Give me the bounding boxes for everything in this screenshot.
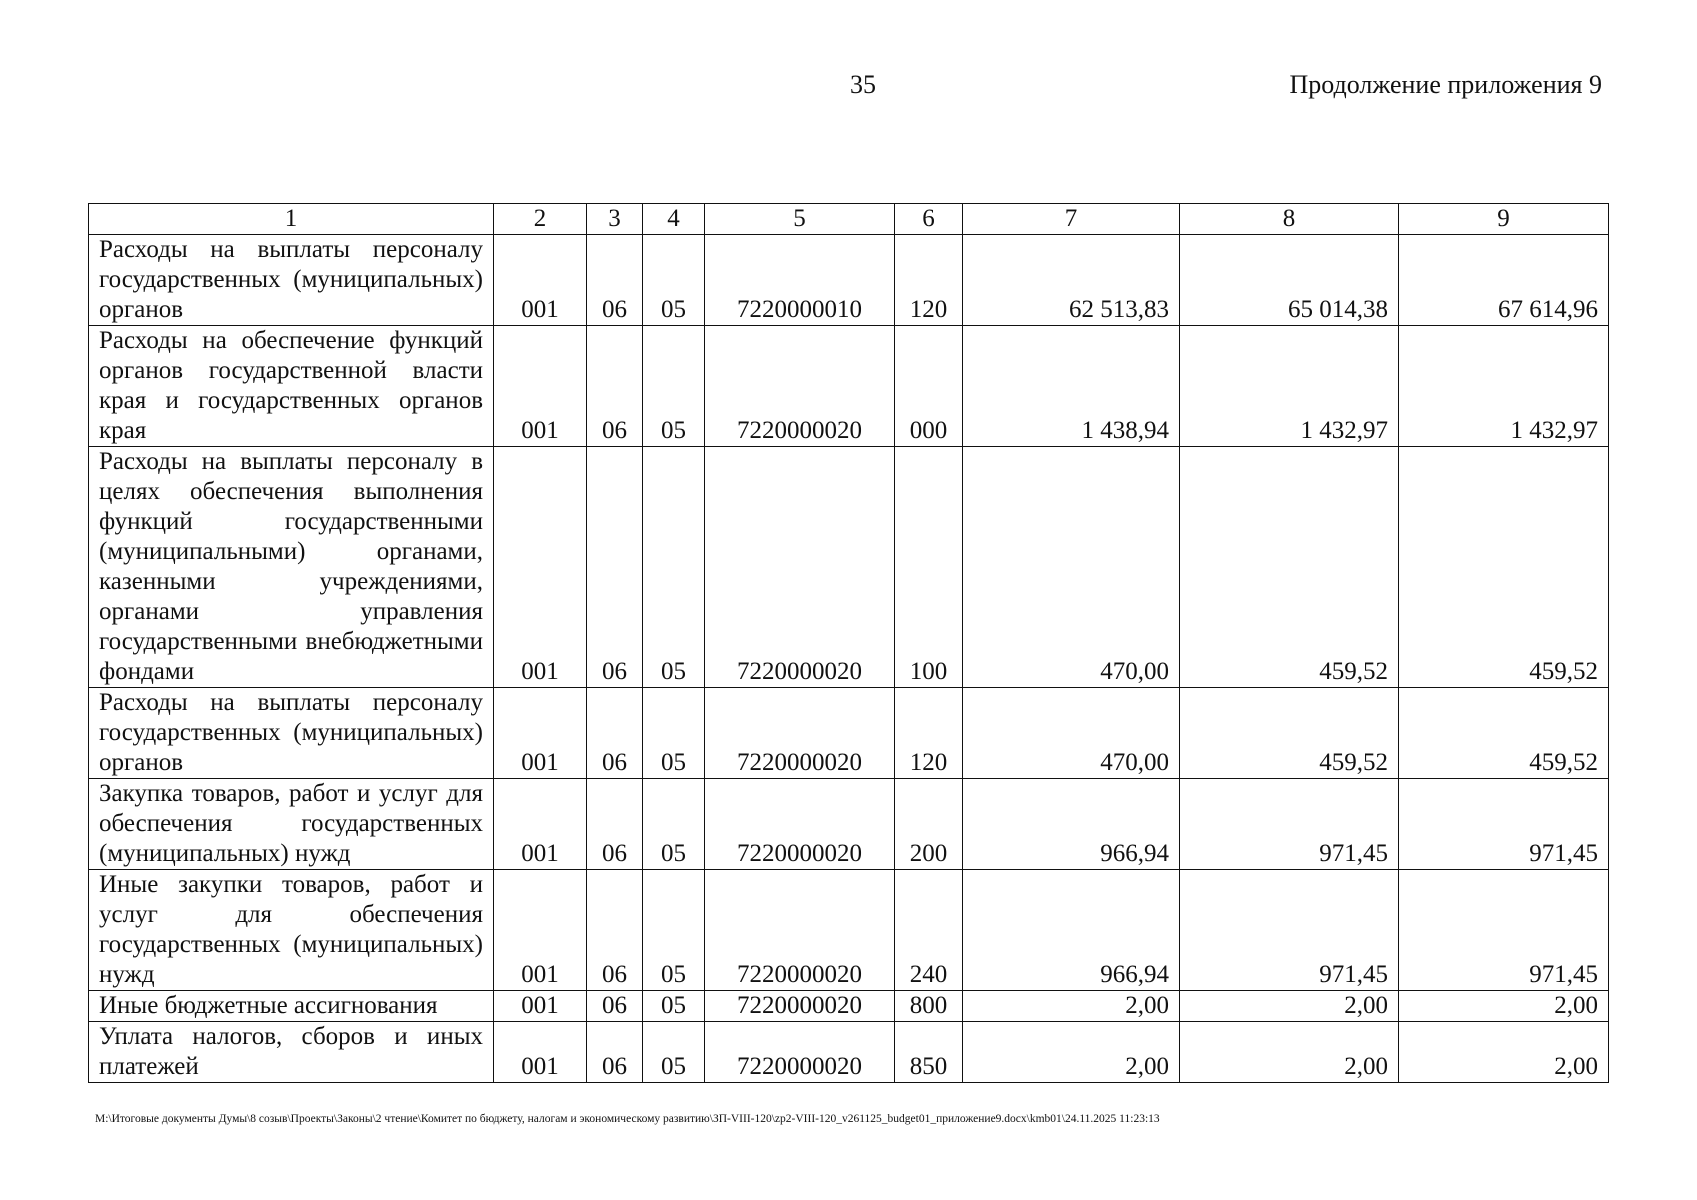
amount-col9: 459,52 <box>1399 688 1609 779</box>
amount-col7: 470,00 <box>963 688 1180 779</box>
ministry-code: 001 <box>494 779 587 870</box>
table-row <box>89 688 1609 779</box>
amount-col9: 459,52 <box>1399 447 1609 688</box>
ministry-code: 001 <box>494 870 587 991</box>
subsection-code: 05 <box>643 1022 705 1083</box>
amount-col7: 2,00 <box>963 1022 1180 1083</box>
section-code: 06 <box>587 447 643 688</box>
amount-col9: 2,00 <box>1399 1022 1609 1083</box>
table-row <box>89 235 1609 326</box>
amount-col8: 971,45 <box>1180 870 1399 991</box>
appendix-continuation-title: Продолжение приложения 9 <box>1289 70 1602 99</box>
amount-col9: 1 432,97 <box>1399 326 1609 447</box>
amount-col9: 67 614,96 <box>1399 235 1609 326</box>
target-article-code: 7220000020 <box>705 870 895 991</box>
amount-col9: 971,45 <box>1399 779 1609 870</box>
amount-col8: 65 014,38 <box>1180 235 1399 326</box>
section-code: 06 <box>587 779 643 870</box>
section-code: 06 <box>587 688 643 779</box>
amount-col7: 966,94 <box>963 779 1180 870</box>
amount-col8: 1 432,97 <box>1180 326 1399 447</box>
target-article-code: 7220000020 <box>705 447 895 688</box>
budget-table <box>88 203 1609 1083</box>
column-header: 3 <box>587 204 643 235</box>
column-header: 4 <box>643 204 705 235</box>
amount-col8: 2,00 <box>1180 1022 1399 1083</box>
column-header: 9 <box>1399 204 1609 235</box>
amount-col7: 966,94 <box>963 870 1180 991</box>
table-row <box>89 326 1609 447</box>
ministry-code: 001 <box>494 991 587 1022</box>
amount-col9: 2,00 <box>1399 991 1609 1022</box>
amount-col8: 971,45 <box>1180 779 1399 870</box>
expense-description: Расходы на выплаты персоналу государственных (муниципальных) органов <box>89 235 494 326</box>
ministry-code: 001 <box>494 447 587 688</box>
ministry-code: 001 <box>494 235 587 326</box>
expense-description: Расходы на выплаты персоналу государственных (муниципальных) органов <box>89 688 494 779</box>
expense-type-code: 200 <box>895 779 963 870</box>
ministry-code: 001 <box>494 1022 587 1083</box>
amount-col7: 2,00 <box>963 991 1180 1022</box>
table-row <box>89 447 1609 688</box>
expense-description: Расходы на выплаты персоналу в целях обеспечения выполнения функций государственными (муниципальными) органами, казенными учреждениями, органами управления государственными внебюджетными фондами <box>89 447 494 688</box>
section-code: 06 <box>587 870 643 991</box>
column-header: 8 <box>1180 204 1399 235</box>
expense-type-code: 120 <box>895 235 963 326</box>
section-code: 06 <box>587 1022 643 1083</box>
subsection-code: 05 <box>643 779 705 870</box>
document-file-path: М:\Итоговые документы Думы\8 созыв\Проекты\Законы\2 чтение\Комитет по бюджету, налогам и экономическому развитию\ЗП-VIII-120\zp2-VIII-120_v261125_budget01_приложение9.docx\kmb01\24.11.2025 11:23:13 <box>95 1113 1160 1125</box>
amount-col9: 971,45 <box>1399 870 1609 991</box>
column-header: 7 <box>963 204 1180 235</box>
amount-col7: 1 438,94 <box>963 326 1180 447</box>
amount-col8: 459,52 <box>1180 447 1399 688</box>
expense-type-code: 240 <box>895 870 963 991</box>
column-header: 5 <box>705 204 895 235</box>
target-article-code: 7220000020 <box>705 991 895 1022</box>
target-article-code: 7220000020 <box>705 688 895 779</box>
target-article-code: 7220000020 <box>705 1022 895 1083</box>
expense-type-code: 800 <box>895 991 963 1022</box>
ministry-code: 001 <box>494 326 587 447</box>
section-code: 06 <box>587 991 643 1022</box>
expense-description: Закупка товаров, работ и услуг для обеспечения государственных (муниципальных) нужд <box>89 779 494 870</box>
amount-col8: 2,00 <box>1180 991 1399 1022</box>
section-code: 06 <box>587 235 643 326</box>
amount-col8: 459,52 <box>1180 688 1399 779</box>
amount-col7: 470,00 <box>963 447 1180 688</box>
expense-type-code: 000 <box>895 326 963 447</box>
expense-type-code: 120 <box>895 688 963 779</box>
expense-type-code: 850 <box>895 1022 963 1083</box>
expense-description: Уплата налогов, сборов и иных платежей <box>89 1022 494 1083</box>
expense-description: Иные бюджетные ассигнования <box>89 991 494 1022</box>
column-number-row <box>89 204 1609 235</box>
subsection-code: 05 <box>643 688 705 779</box>
subsection-code: 05 <box>643 870 705 991</box>
section-code: 06 <box>587 326 643 447</box>
subsection-code: 05 <box>643 326 705 447</box>
table-row <box>89 1022 1609 1083</box>
ministry-code: 001 <box>494 688 587 779</box>
amount-col7: 62 513,83 <box>963 235 1180 326</box>
expense-description: Расходы на обеспечение функций органов государственной власти края и государственных органов края <box>89 326 494 447</box>
subsection-code: 05 <box>643 447 705 688</box>
column-header: 6 <box>895 204 963 235</box>
target-article-code: 7220000020 <box>705 779 895 870</box>
table-row <box>89 779 1609 870</box>
target-article-code: 7220000020 <box>705 326 895 447</box>
table-row <box>89 870 1609 991</box>
table-row <box>89 991 1609 1022</box>
column-header: 2 <box>494 204 587 235</box>
target-article-code: 7220000010 <box>705 235 895 326</box>
subsection-code: 05 <box>643 991 705 1022</box>
expense-type-code: 100 <box>895 447 963 688</box>
column-header: 1 <box>89 204 494 235</box>
page-number: 35 <box>850 70 876 99</box>
subsection-code: 05 <box>643 235 705 326</box>
expense-description: Иные закупки товаров, работ и услуг для обеспечения государственных (муниципальных) нужд <box>89 870 494 991</box>
